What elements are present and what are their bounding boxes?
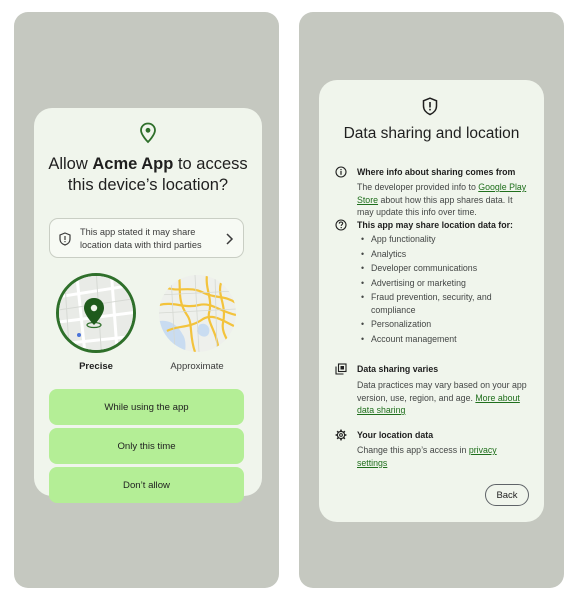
list-item: • Developer communications [361,262,521,275]
section-body-your-data [357,444,527,469]
location-pin-icon [139,122,157,144]
section-heading-your-data: Your location data [357,430,434,440]
section-heading-uses: This app may share location data for: [357,220,513,230]
data-sharing-disclosure-card[interactable] [49,218,244,258]
list-item: • Personalization [361,318,521,331]
privacy-settings-link[interactable]: privacy settings [357,445,497,468]
google-play-store-link[interactable]: Google Play Store [357,182,527,205]
section-body-varies [357,379,527,417]
title-prefix: Allow [48,155,93,173]
source-text-after: about how this app shares data. It may update this info over time. [357,194,513,218]
section-heading-source: Where info about sharing comes from [357,167,516,177]
only-this-time-button[interactable]: Only this time [49,428,244,464]
dialog-title [34,154,262,196]
varies-text: Data practices may vary based on your app version, use, region, and age. [357,380,527,403]
app-name: Acme App [92,155,174,173]
data-sharing-dialog [319,80,544,522]
title-suffix: to access this device’s location? [67,155,248,194]
location-permission-dialog [34,108,262,496]
info-icon [335,166,347,178]
precise-label[interactable]: Precise [79,361,113,372]
approximate-label[interactable]: Approximate [170,361,224,372]
list-item: • Fraud prevention, security, and compliance [361,291,521,316]
shield-icon [59,232,71,246]
your-data-text: Change this app’s access in [357,445,469,455]
list-item: • Analytics [361,248,521,261]
list-item: • Advertising or marketing [361,277,521,290]
more-about-data-sharing-link[interactable]: More about data sharing [357,392,520,416]
layers-icon [335,363,347,375]
phone-frame-left [14,12,279,588]
help-icon [335,219,347,231]
sharing-purpose-list [361,233,521,347]
list-item: • App functionality [361,233,521,246]
while-using-app-button[interactable]: While using the app [49,389,244,425]
dialog-title: Data sharing and location [343,125,520,142]
gear-icon [335,429,347,441]
dont-allow-button[interactable]: Don’t allow [49,467,244,503]
list-item: • Account management [361,333,521,346]
precise-location-map[interactable] [56,273,136,353]
section-body-source [357,181,527,219]
phone-frame-right [299,12,564,588]
source-text-before: The developer provided info to [357,182,479,192]
back-button[interactable]: Back [485,484,529,506]
disclosure-text: This app stated it may share location data with third parties [80,227,202,250]
chevron-right-icon [224,232,234,246]
approximate-location-map[interactable] [159,275,236,352]
shield-icon [422,97,438,116]
section-heading-varies: Data sharing varies [357,364,439,374]
